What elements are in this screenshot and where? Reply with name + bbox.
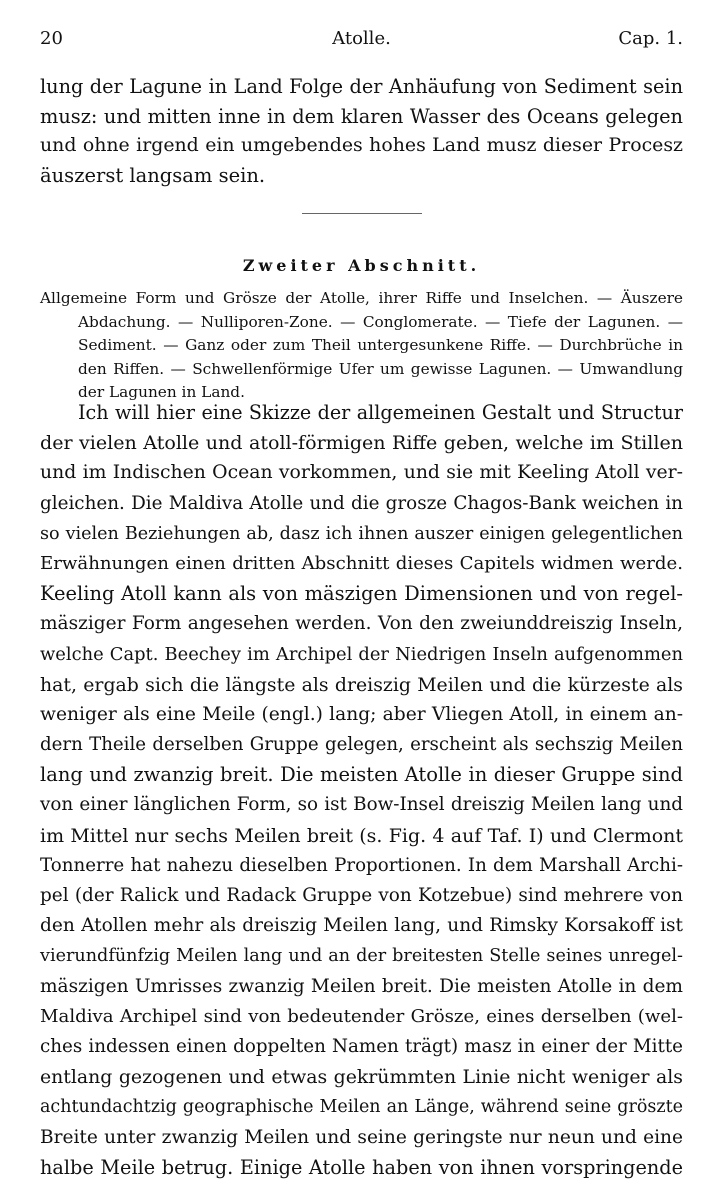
text-line: mäszigen Umrisses zwanzig Meilen breit. Die meisten Atolle in dem [40, 975, 683, 997]
text-line: Tonnerre hat nahezu dieselben Proportionen. In dem Marshall Archi- [40, 854, 683, 876]
text-line: ches indessen einen doppelten Namen trägt) masz in einer der Mitte [40, 1035, 683, 1057]
text-line: weniger als eine Meile (engl.) lang; aber Vliegen Atoll, in einem an- [40, 703, 683, 725]
text-line: achtundachtzig geographische Meilen an Länge, während seine gröszte [40, 1097, 683, 1118]
text-line: vierundfünfzig Meilen lang und an der breitesten Stelle seines unregel- [40, 946, 683, 967]
text-line: Maldiva Archipel sind von bedeutender Grösze, eines derselben (wel- [40, 1005, 683, 1027]
text-line: und im Indischen Ocean vorkommen, und sie mit Keeling Atoll ver- [40, 462, 683, 484]
text-line: den Atollen mehr als dreiszig Meilen lang, und Rimsky Korsakoff ist [40, 915, 683, 937]
intro-paragraph [40, 72, 683, 190]
chapter-label: Cap. 1. [618, 28, 683, 49]
text-line: dern Theile derselben Gruppe gelegen, erscheint als sechszig Meilen [40, 734, 683, 756]
text-line: der vielen Atolle und atoll-förmigen Riffe geben, welche im Stillen [40, 432, 683, 455]
text-line: entlang gezogenen und etwas gekrümmten Linie nicht weniger als [40, 1066, 683, 1089]
summary-line: Abdachung. — Nulliporen-Zone. — Conglomerate. — Tiefe der Lagunen. — [78, 312, 683, 331]
text-line: lang und zwanzig breit. Die meisten Atolle in dieser Gruppe sind [40, 763, 683, 787]
section-title: Zweiter Abschnitt. [242, 256, 481, 275]
body-paragraph [40, 398, 683, 1183]
text-line: halbe Meile betrug. Einige Atolle haben von ihnen vorspringende [40, 1155, 683, 1179]
text-line: Erwähnungen einen dritten Abschnitt dieses Capitels widmen werde. [40, 552, 683, 574]
text-line: äuszerst langsam sein. [40, 163, 266, 187]
section-divider [302, 213, 422, 214]
text-line: Keeling Atoll kann als von mäszigen Dimensionen und von regel- [40, 582, 683, 606]
summary-line: Sediment. — Ganz oder zum Theil untergesunkene Riffe. — Durchbrüche in [78, 336, 683, 355]
text-line: lung der Lagune in Land Folge der Anhäufung von Sediment sein [40, 75, 683, 98]
page-number: 20 [40, 28, 63, 49]
text-line: gleichen. Die Maldiva Atolle und die grosze Chagos-Bank weichen in [40, 492, 683, 514]
text-line: Ich will hier eine Skizze der allgemeinen Gestalt und Structur [78, 401, 683, 424]
summary-line: der Lagunen in Land. [78, 383, 245, 402]
text-line: hat, ergab sich die längste als dreiszig Meilen und die kürzeste als [40, 673, 683, 696]
running-title: Atolle. [332, 28, 391, 49]
text-line: so vielen Beziehungen ab, dasz ich ihnen auszer einigen gelegentlichen [40, 523, 683, 544]
text-line: pel (der Ralick und Radack Gruppe von Kotzebue) sind mehrere von [40, 885, 683, 906]
text-line: Breite unter zwanzig Meilen und seine geringste nur neun und eine [40, 1126, 683, 1148]
text-line: welche Capt. Beechey im Archipel der Niedrigen Inseln aufgenommen [40, 643, 683, 665]
text-line: von einer länglichen Form, so ist Bow-Insel dreiszig Meilen lang und [40, 794, 683, 816]
running-header [40, 28, 683, 56]
text-line: und ohne irgend ein umgebendes hohes Land musz dieser Procesz [40, 134, 683, 157]
section-summary [40, 287, 683, 405]
text-line: mäsziger Form angesehen werden. Von den zweiunddreiszig Inseln, [40, 613, 683, 635]
summary-line: den Riffen. — Schwellenförmige Ufer um gewisse Lagunen. — Umwandlung [78, 359, 683, 378]
text-line: im Mittel nur sechs Meilen breit (s. Fig. 4 auf Taf. I) und Clermont [40, 824, 683, 847]
text-line: musz: und mitten inne in dem klaren Wasser des Oceans gelegen [40, 104, 683, 128]
summary-line: Allgemeine Form und Grösze der Atolle, ihrer Riffe und Inselchen. — Äuszere [40, 289, 683, 307]
